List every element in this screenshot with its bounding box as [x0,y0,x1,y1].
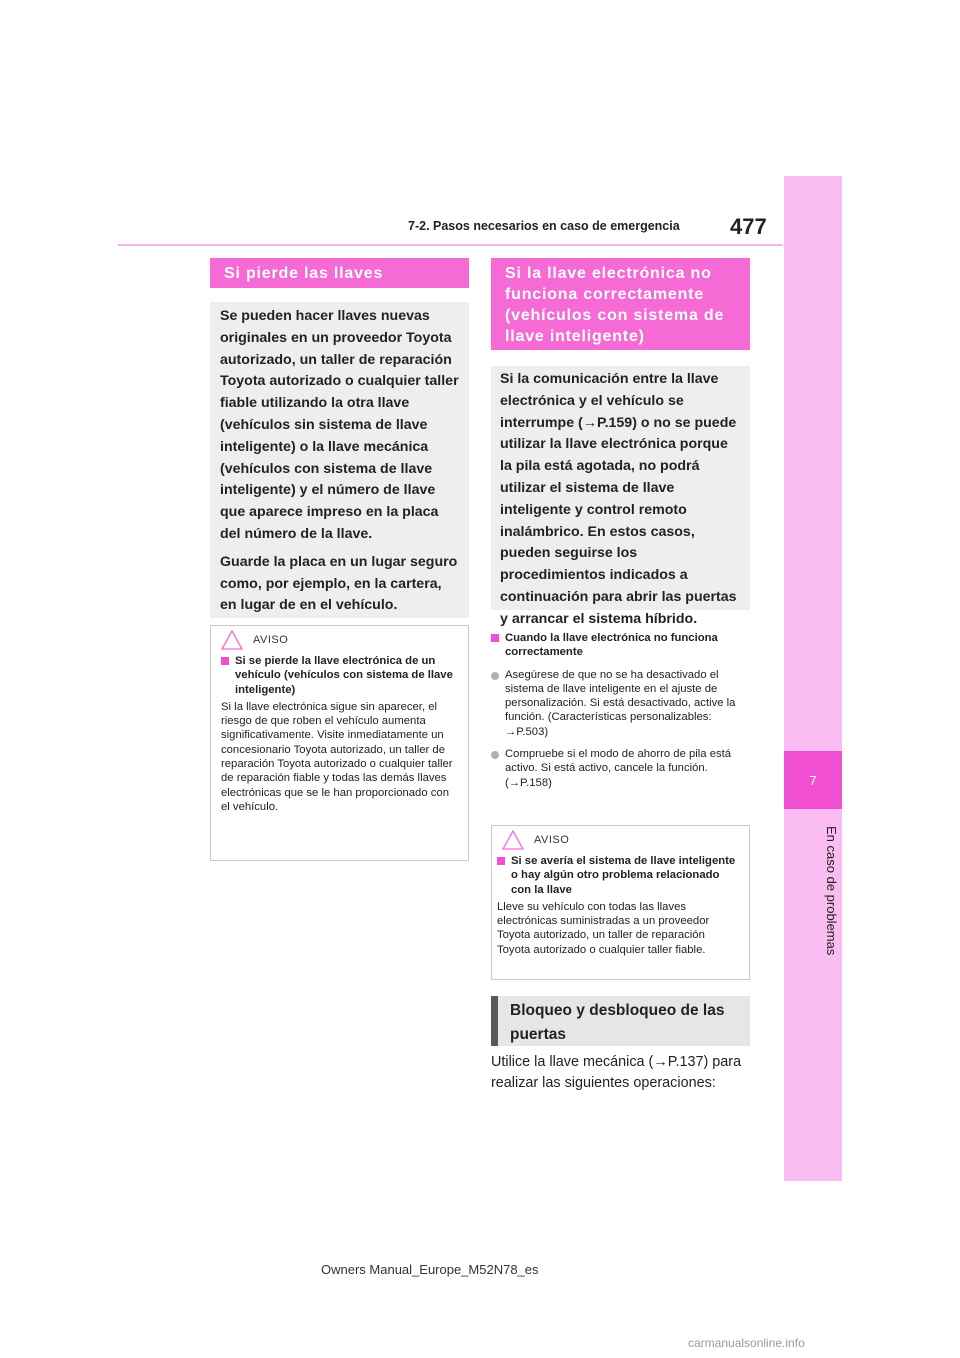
lost-keys-warning [210,625,469,861]
warning-item-text: Lleve su vehículo con todas las llaves electrónicas suministradas a un proveedor Toyota autorizado, un taller de reparación Toyota autorizado o cualquier taller fiable. [497,900,710,956]
bullet-dot-icon [491,751,499,759]
warning-triangle-icon [502,830,524,850]
lost-keys-body [210,302,469,618]
warning-label: AVISO [253,633,289,646]
warning-label: AVISO [534,833,570,846]
note-title: Cuando la llave electrónica no funciona correctamente [505,632,718,659]
smart-key-paragraph: Si la comunicación entre la llave electrónica y el vehículo se interrumpe (→P.159) o no se puede utilizar la llave electrónica porque la pila está agotada, no podrá utilizar el sistema de llave inteligente y control remoto inalámbrico. En estos casos, pueden seguirse los procedimientos indicados a continuación para abrir las puertas y arrancar el sistema híbrido. [500,371,737,627]
warning-triangle-icon [221,630,243,650]
watermark: carmanualsonline.info [688,1336,805,1350]
smart-key-heading: Si la llave electrónica no funciona correctamente (vehículos con sistema de llave inteligente) [491,258,750,350]
lost-keys-paragraph-2: Guarde la placa en un lugar seguro como, por ejemplo, en la cartera, en lugar de en el vehículo. [220,553,458,614]
chapter-number: 7 [784,751,842,809]
lock-unlock-intro: Utilice la llave mecánica (→P.137) para realizar las siguientes operaciones: [491,1054,742,1091]
lost-keys-heading: Si pierde las llaves [210,258,469,288]
smart-key-body [491,366,750,627]
footer-document-name: Owners Manual_Europe_M52N78_es [321,1262,539,1277]
chapter-title: En caso de problemas [824,826,839,956]
page-number: 477 [730,214,767,239]
chapter-side-tab [784,176,842,1181]
smart-key-warning [491,825,750,980]
smart-key-notes [491,631,753,790]
header-divider [118,244,783,246]
warning-item-title: Si se avería el sistema de llave inteligente o hay algún otro problema relacionado con la llave [511,855,736,896]
warning-item-text: Si la llave electrónica sigue sin aparecer, el riesgo de que roben el vehículo aumenta significativamente. Visite inmediatamente un concesionario Toyota autorizado, un taller de reparación Toyota autorizado o cualquier taller de reparación fiable y todas las demás llaves electrónicas que se le han proporcionado con el vehículo. [221,700,453,813]
bullet-dot-icon [491,672,499,680]
bullet-square-icon [497,857,505,865]
note-bullet-2: Compruebe si el modo de ahorro de pila está activo. Si está activo, cancele la función. (→P.158) [505,748,732,789]
note-bullet-1: Asegúrese de que no se ha desactivado el sistema de llave inteligente en el ajuste de personalización. Si está desactivado, active la función. (Características personalizables: →P.503) [505,668,736,738]
lock-unlock-heading: Bloqueo y desbloqueo de las puertas [491,996,750,1046]
bullet-square-icon [491,634,499,642]
section-title: 7-2. Pasos necesarios en caso de emergencia [408,219,680,233]
warning-item-title: Si se pierde la llave electrónica de un vehículo (vehículos con sistema de llave inteligente) [235,655,453,696]
lost-keys-paragraph-1: Se pueden hacer llaves nuevas originales en un proveedor Toyota autorizado, un taller de reparación Toyota autorizado o cualquier taller fiable utilizando la otra llave (vehículos sin sistema de llave inteligente) o la llave mecánica (vehículos con sistema de llave inteligente) y el número de llave que aparece impreso en la placa del número de la llave. [220,308,459,542]
bullet-square-icon [221,657,229,665]
